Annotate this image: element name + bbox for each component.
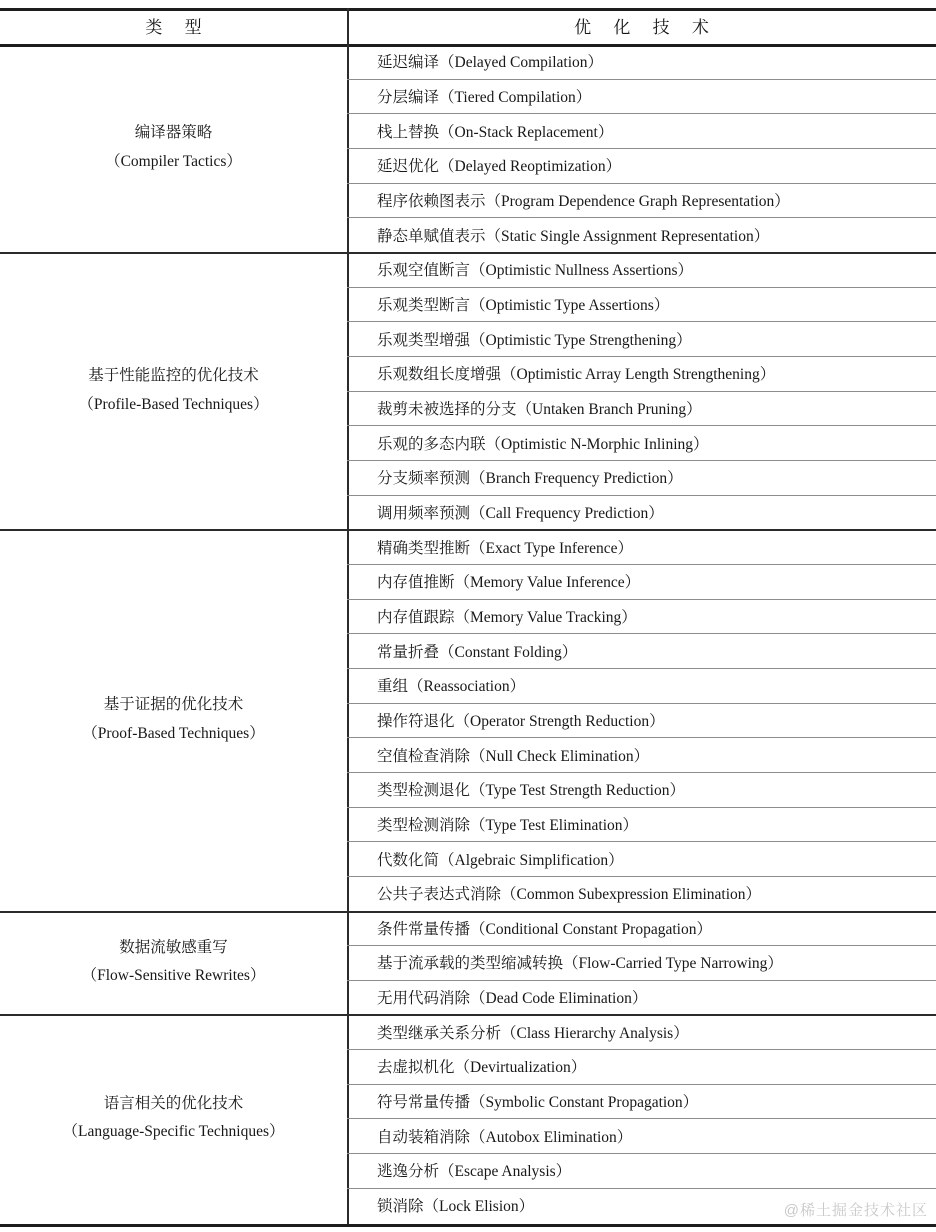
technique-row: 内存值跟踪（Memory Value Tracking）	[377, 608, 637, 626]
technique-row: 乐观的多态内联（Optimistic N-Morphic Inlining）	[377, 435, 709, 453]
technique-row: 精确类型推断（Exact Type Inference）	[377, 539, 634, 557]
technique-row: 类型继承关系分析（Class Hierarchy Analysis）	[377, 1024, 689, 1042]
technique-row: 调用频率预测（Call Frequency Prediction）	[377, 504, 664, 522]
row-separator	[347, 807, 936, 808]
row-separator	[347, 148, 936, 149]
row-separator	[347, 876, 936, 877]
category-label-en: （Language-Specific Techniques）	[62, 1123, 285, 1141]
row-separator	[347, 980, 936, 981]
technique-row: 常量折叠（Constant Folding）	[377, 643, 578, 661]
watermark: @稀土掘金技术社区	[783, 1202, 928, 1219]
row-separator	[347, 841, 936, 842]
technique-row: 基于流承载的类型缩减转换（Flow-Carried Type Narrowing）	[377, 955, 783, 973]
row-separator	[347, 183, 936, 184]
row-separator	[347, 703, 936, 704]
category-label-en: （Profile-Based Techniques）	[78, 395, 269, 413]
row-separator	[347, 668, 936, 669]
table-bottom-border	[0, 1224, 936, 1227]
technique-row: 无用代码消除（Dead Code Elimination）	[377, 990, 648, 1008]
category-label-cn: 编译器策略	[134, 124, 213, 142]
technique-row: 裁剪未被选择的分支（Untaken Branch Pruning）	[377, 400, 702, 418]
row-separator	[347, 217, 936, 218]
technique-row: 分支频率预测（Branch Frequency Prediction）	[377, 470, 683, 488]
category-cell	[0, 911, 347, 1015]
technique-row: 栈上替换（On-Stack Replacement）	[377, 123, 614, 141]
column-header-type: 类 型	[145, 18, 211, 37]
row-separator	[347, 79, 936, 80]
technique-row: 锁消除（Lock Elision）	[377, 1198, 535, 1216]
row-separator	[347, 460, 936, 461]
technique-row: 类型检测退化（Type Test Strength Reduction）	[377, 782, 685, 800]
category-label-cn: 基于证据的优化技术	[103, 696, 244, 714]
category-cell	[0, 1014, 347, 1222]
technique-row: 符号常量传播（Symbolic Constant Propagation）	[377, 1094, 699, 1112]
technique-row: 类型检测消除（Type Test Elimination）	[377, 816, 639, 834]
technique-row: 空值检查消除（Null Check Elimination）	[377, 747, 650, 765]
row-separator	[347, 599, 936, 600]
row-separator	[347, 321, 936, 322]
row-separator	[347, 356, 936, 357]
technique-row: 条件常量传播（Conditional Constant Propagation）	[377, 920, 712, 938]
row-separator	[347, 737, 936, 738]
row-separator	[347, 1049, 936, 1050]
technique-row: 乐观数组长度增强（Optimistic Array Length Strengthening）	[377, 366, 776, 384]
technique-row: 操作符退化（Operator Strength Reduction）	[377, 712, 665, 730]
row-separator	[347, 564, 936, 565]
technique-row: 重组（Reassociation）	[377, 678, 526, 696]
row-separator	[347, 1188, 936, 1189]
column-header-technique: 优 化 技 术	[574, 18, 718, 37]
category-label-en: （Compiler Tactics）	[105, 152, 242, 170]
technique-row: 代数化简（Algebraic Simplification）	[377, 851, 624, 869]
technique-row: 内存值推断（Memory Value Inference）	[377, 574, 641, 592]
row-separator	[347, 113, 936, 114]
category-cell	[0, 529, 347, 910]
row-separator	[347, 287, 936, 288]
row-separator	[347, 1153, 936, 1154]
row-separator	[347, 772, 936, 773]
row-separator	[347, 495, 936, 496]
row-separator	[347, 1118, 936, 1119]
technique-row: 乐观空值断言（Optimistic Nullness Assertions）	[377, 262, 694, 280]
technique-row: 自动装箱消除（Autobox Elimination）	[377, 1128, 633, 1146]
technique-row: 逃逸分析（Escape Analysis）	[377, 1163, 572, 1181]
technique-row: 分层编译（Tiered Compilation）	[377, 88, 592, 106]
technique-row: 公共子表达式消除（Common Subexpression Elimination）	[377, 886, 762, 904]
category-cell	[0, 44, 347, 252]
category-label-en: （Proof-Based Techniques）	[82, 724, 265, 742]
technique-row: 延迟优化（Delayed Reoptimization）	[377, 158, 622, 176]
category-label-cn: 语言相关的优化技术	[103, 1094, 244, 1112]
technique-row: 乐观类型断言（Optimistic Type Assertions）	[377, 296, 670, 314]
row-separator	[347, 425, 936, 426]
row-separator	[347, 945, 936, 946]
technique-row: 乐观类型增强（Optimistic Type Strengthening）	[377, 331, 692, 349]
category-cell	[0, 252, 347, 529]
technique-row: 程序依赖图表示（Program Dependence Graph Representation）	[377, 192, 790, 210]
technique-row: 延迟编译（Delayed Compilation）	[377, 54, 604, 72]
category-label-en: （Flow-Sensitive Rewrites）	[81, 967, 266, 985]
row-separator	[347, 1084, 936, 1085]
technique-row: 静态单赋值表示（Static Single Assignment Representation）	[377, 227, 770, 245]
category-label-cn: 数据流敏感重写	[119, 938, 228, 956]
category-label-cn: 基于性能监控的优化技术	[88, 366, 259, 384]
row-separator	[347, 633, 936, 634]
table-top-border	[0, 8, 936, 11]
row-separator	[347, 391, 936, 392]
technique-row: 去虚拟机化（Devirtualization）	[377, 1059, 587, 1077]
